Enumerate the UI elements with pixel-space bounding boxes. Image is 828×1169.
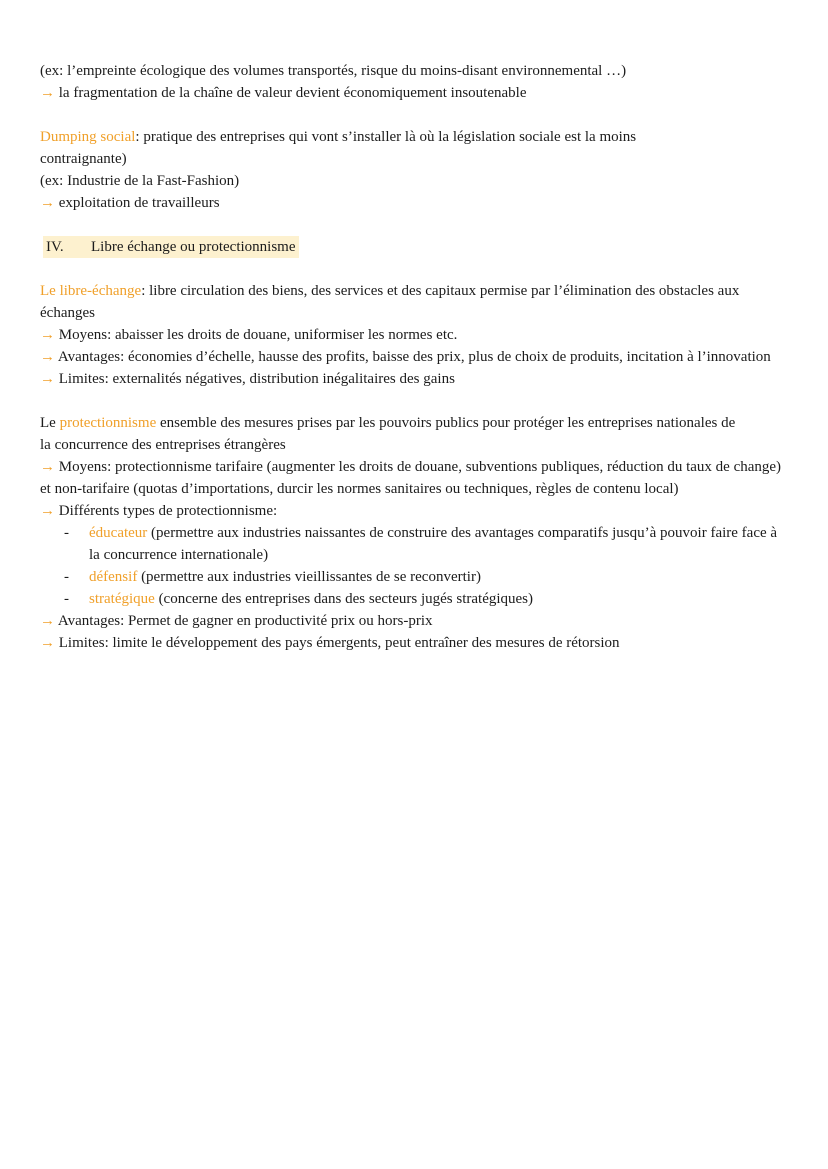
arrow-icon: → — [40, 349, 55, 365]
arrow-icon: → — [40, 613, 55, 629]
dumping-example: (ex: Industrie de la Fast-Fashion) — [40, 173, 240, 189]
arrow-icon: → — [40, 503, 55, 519]
list-item: - stratégique (concerne des entreprises dans des secteurs jugés stratégiques) — [40, 588, 789, 610]
list-item: - éducateur (permettre aux industries naissantes de construire des avantages comparatifs jusqu’à pouvoir faire face à la concurrence internationale) — [40, 522, 789, 566]
libre-limites: → Limites: externalités négatives, distribution inégalitaires des gains — [40, 371, 455, 387]
term-defensif: défensif — [89, 569, 138, 585]
libre-moyens: → Moyens: abaisser les droits de douane, uniformiser les normes etc. — [40, 327, 458, 343]
arrow-icon: → — [40, 371, 55, 387]
section-heading — [43, 236, 800, 258]
protection-avantages: → Avantages: Permet de gagner en productivité prix ou hors-prix — [40, 613, 433, 629]
dash-icon: - — [64, 569, 69, 585]
section-heading-highlight — [43, 236, 299, 258]
document-body — [40, 60, 800, 654]
term-libre-echange: Le libre-échange — [40, 283, 142, 299]
term-dumping-social: Dumping social — [40, 129, 136, 145]
libre-avantages: → Avantages: économies d’échelle, hausse des profits, baisse des prix, plus de choix de produits, incitation à l’innovation — [40, 349, 771, 365]
arrow-icon: → — [40, 459, 55, 475]
dumping-definition: Dumping social: pratique des entreprises qui vont s’installer là où la législation sociale est la moins contraignante) — [40, 129, 637, 167]
term-strategique: stratégique — [89, 591, 155, 607]
arrow-icon: → — [40, 327, 55, 343]
term-protectionnisme: protectionnisme — [59, 415, 157, 431]
arrow-icon: → — [40, 85, 55, 101]
example-line: (ex: l’empreinte écologique des volumes transportés, risque du moins-disant environnemental …) — [40, 63, 627, 79]
dash-icon: - — [64, 525, 69, 541]
protectionnisme-definition: Le protectionnisme ensemble des mesures prises par les pouvoirs publics pour protéger les entreprises nationales de la concurrence des entreprises étrangères — [40, 415, 736, 453]
list-item: - défensif (permettre aux industries vieillissantes de se reconvertir) — [40, 566, 789, 588]
consequence-line: → la fragmentation de la chaîne de valeur devient économiquement insoutenable — [40, 85, 527, 101]
protection-moyens: → Moyens: protectionnisme tarifaire (augmenter les droits de douane, subventions publiques, réduction du taux de change) et non-tarifaire (quotas d’importations, durcir les normes sanitaires ou techniques, règles de contenu local) — [40, 459, 782, 497]
protection-limites: → Limites: limite le développement des pays émergents, peut entraîner des mesures de rétorsion — [40, 635, 620, 651]
arrow-icon: → — [40, 635, 55, 651]
section-title: Libre échange ou protectionnisme — [91, 239, 296, 255]
libre-echange-definition: Le libre-échange: libre circulation des biens, des services et des capitaux permise par l’élimination des obstacles aux échanges — [40, 283, 740, 321]
section-number: IV. — [46, 239, 64, 255]
protection-types-intro: → Différents types de protectionnisme: — [40, 503, 278, 519]
dash-icon: - — [64, 591, 69, 607]
term-educateur: éducateur — [89, 525, 148, 541]
arrow-icon: → — [40, 195, 55, 211]
dumping-consequence: → exploitation de travailleurs — [40, 195, 220, 211]
